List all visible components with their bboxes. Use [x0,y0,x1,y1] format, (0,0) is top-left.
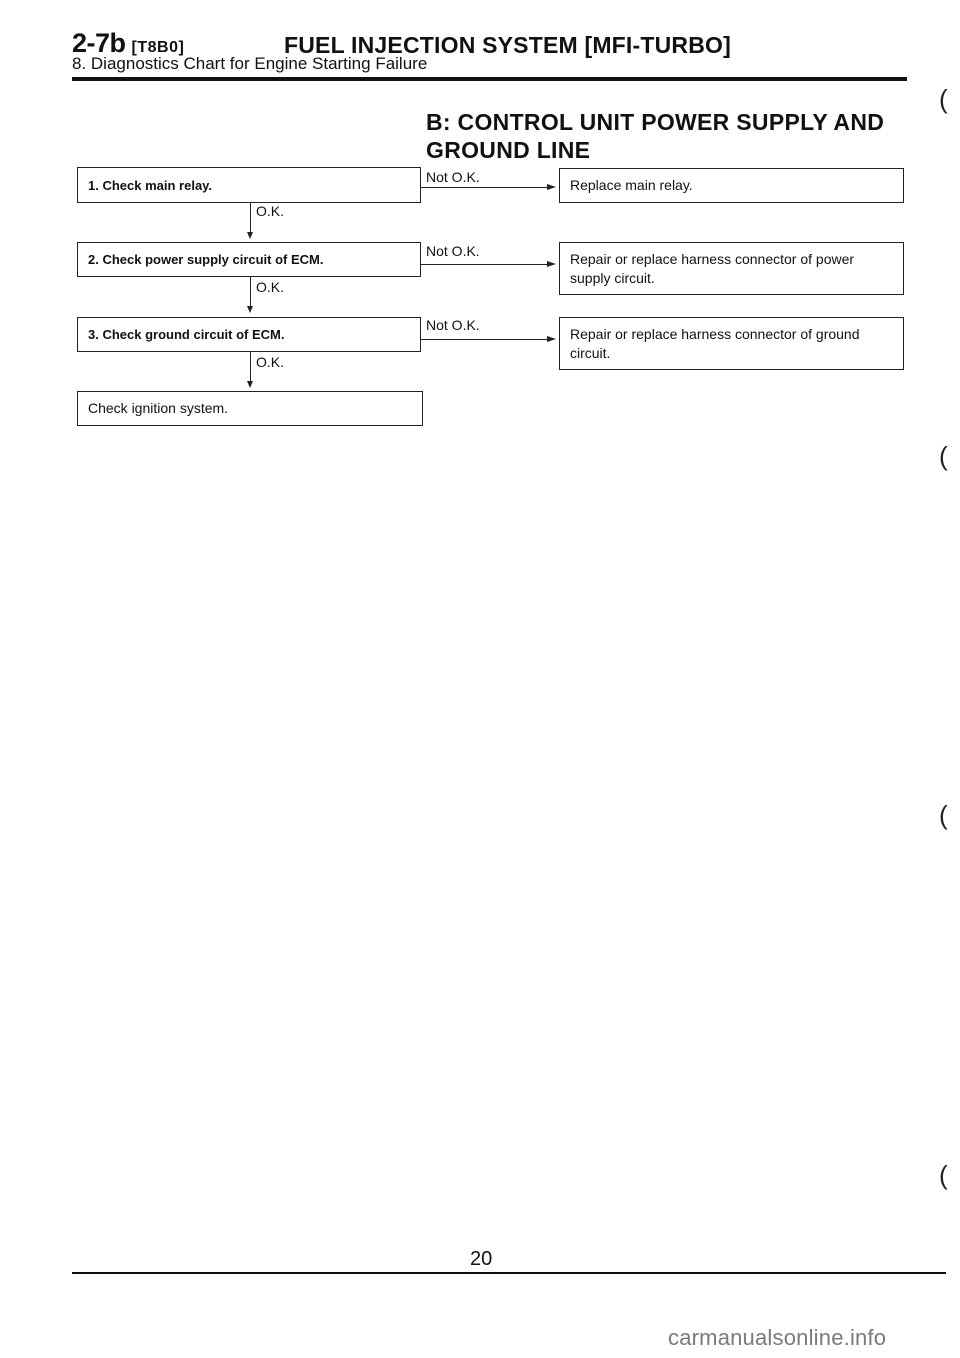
step-2-ok-label: O.K. [256,279,285,295]
binding-mark-icon: ( [939,84,948,114]
page-subtitle: 8. Diagnostics Chart for Engine Starting Failure [72,54,428,73]
footer-rule [72,1272,946,1274]
section-title [426,108,886,164]
step-1-ok-label: O.K. [256,203,285,219]
step-1-result-box [559,168,904,203]
step-1-not-ok-connector [421,187,549,188]
step-3-result-box [559,317,904,370]
step-3-not-ok-label: Not O.K. [426,317,480,333]
step-2-not-ok-connector [421,264,549,265]
section-title-line-1: B: CONTROL UNIT POWER SUPPLY AND [426,109,885,135]
step-1-not-ok-label: Not O.K. [426,169,480,185]
step-3-ok-label: O.K. [256,354,285,370]
step-2-not-ok-arrow-icon [547,261,556,267]
header-rule [72,77,907,81]
step-2-result: Repair or replace harness connector of power supply circuit. [570,250,855,286]
final-step-label: Check ignition system. [88,400,229,416]
binding-mark-icon: ( [939,1160,948,1190]
step-3-ok-arrow-icon [247,381,253,388]
section-title-line-2: GROUND LINE [426,137,591,163]
step-1-ok-connector [250,203,251,233]
step-2-ok-arrow-icon [247,306,253,313]
final-step-box [77,391,423,426]
step-1-result: Replace main relay. [570,177,693,193]
step-3-box [77,317,421,352]
page-number: 20 [470,1248,493,1270]
page-title: FUEL INJECTION SYSTEM [MFI-TURBO] [284,32,732,58]
step-1-box [77,167,421,203]
step-3-label: 3. Check ground circuit of ECM. [88,327,285,342]
binding-mark-icon: ( [939,441,948,471]
step-1-ok-arrow-icon [247,232,253,239]
step-3-result: Repair or replace harness connector of ground circuit. [570,325,860,361]
section-code-ref: [T8B0] [131,39,185,56]
step-1-not-ok-arrow-icon [547,184,556,190]
binding-mark-icon: ( [939,800,948,830]
step-1-label: 1. Check main relay. [88,177,213,193]
section-code-number: 2-7b [72,28,126,58]
step-3-not-ok-arrow-icon [547,336,556,342]
step-3-not-ok-connector [421,339,549,340]
step-2-box [77,242,421,277]
watermark: carmanualsonline.info [668,1325,887,1350]
step-3-ok-connector [250,352,251,382]
step-2-ok-connector [250,277,251,307]
step-2-label: 2. Check power supply circuit of ECM. [88,252,324,267]
step-2-not-ok-label: Not O.K. [426,243,480,259]
step-2-result-box [559,242,904,295]
